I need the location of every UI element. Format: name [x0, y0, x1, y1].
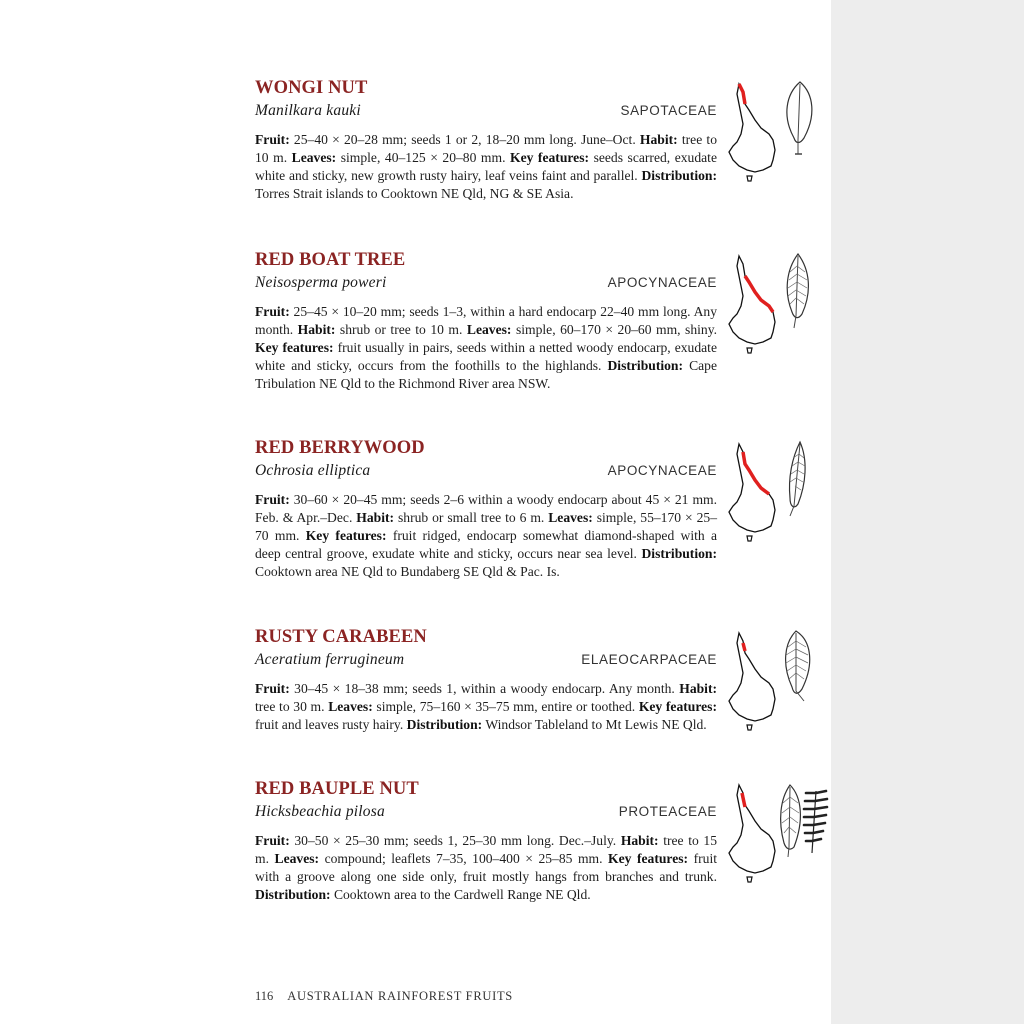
- field-text: Torres Strait islands to Cooktown NE Qld, NG & SE Asia.: [255, 186, 574, 201]
- field-label: Distribution:: [406, 717, 483, 732]
- field-text: fruit usually in pairs, seeds within a netted woody endocarp, exudate white and sticky, occurs from the foothills to the highlands.: [255, 340, 717, 373]
- field-text: simple, 55–170 × 25–70 mm.: [255, 510, 717, 543]
- species-entry: [255, 77, 717, 203]
- species-description: [255, 303, 717, 393]
- field-label: Distribution:: [607, 358, 684, 373]
- field-text: Cooktown area to the Cardwell Range NE Qld.: [333, 887, 591, 902]
- common-name: RED BOAT TREE: [255, 250, 406, 270]
- field-text: tree to 30 m.: [255, 699, 325, 714]
- leaf-icon: [778, 80, 820, 160]
- field-label: Fruit:: [255, 681, 290, 696]
- field-label: Leaves:: [291, 150, 337, 165]
- field-text: Cooktown area NE Qld to Bundaberg SE Qld & Pac. Is.: [255, 564, 560, 579]
- family-name: APOCYNACEAE: [607, 463, 717, 478]
- taxonomy-row: [255, 100, 717, 122]
- field-text: 30–60 × 20–45 mm; seeds 2–6 within a woody endocarp about 45 × 21 mm. Feb. & Apr.–Dec.: [255, 492, 717, 525]
- page-number: 116: [255, 989, 274, 1003]
- scientific-name: Neisosperma poweri: [255, 274, 387, 291]
- field-label: Habit:: [679, 681, 718, 696]
- field-label: Leaves:: [328, 699, 373, 714]
- field-label: Leaves:: [466, 322, 512, 337]
- field-label: Key features:: [255, 340, 334, 355]
- field-text: Cape Tribulation NE Qld to the Richmond River area NSW.: [255, 358, 717, 391]
- field-text: simple, 75–160 × 35–75 mm, entire or toothed.: [376, 699, 636, 714]
- field-text: fruit with a groove along one side only, fruit mostly hangs from branches and trunk.: [255, 851, 717, 884]
- common-name: RUSTY CARABEEN: [255, 627, 427, 647]
- leaf-figure: [778, 629, 820, 709]
- compound-leaf-icon: [776, 781, 830, 861]
- field-text: seeds scarred, exudate white and sticky, new growth rusty hairy, leaf veins faint and parallel.: [255, 150, 717, 183]
- field-label: Distribution:: [255, 887, 331, 902]
- family-name: ELAEOCARPACEAE: [581, 652, 717, 667]
- field-label: Distribution:: [641, 546, 717, 561]
- species-entry: [255, 437, 717, 581]
- field-label: Leaves:: [548, 510, 593, 525]
- scientific-name: Ochrosia elliptica: [255, 462, 371, 479]
- field-text: simple, 40–125 × 20–80 mm.: [340, 150, 506, 165]
- common-name: RED BAUPLE NUT: [255, 779, 419, 799]
- leaf-figure: [778, 80, 820, 160]
- field-label: Key features:: [638, 699, 717, 714]
- field-text: tree to 15 m.: [255, 833, 718, 866]
- field-text: tree to 10 m.: [255, 132, 717, 165]
- species-description: [255, 491, 717, 581]
- field-text: fruit ridged, endocarp somewhat diamond-shaped with a deep central groove, exudate white and sticky, occurs near sea level.: [255, 528, 718, 561]
- field-label: Fruit:: [255, 132, 290, 147]
- common-name: RED BERRYWOOD: [255, 438, 425, 458]
- family-name: SAPOTACEAE: [620, 103, 717, 118]
- field-label: Leaves:: [274, 851, 320, 866]
- field-text: 30–45 × 18–38 mm; seeds 1, within a woody endocarp. Any month.: [294, 681, 675, 696]
- field-label: Distribution:: [641, 168, 717, 183]
- taxonomy-row: [255, 649, 717, 671]
- field-label: Fruit:: [255, 833, 290, 848]
- field-label: Habit:: [297, 322, 336, 337]
- field-label: Key features:: [608, 851, 689, 866]
- leaf-icon: [778, 440, 820, 520]
- field-label: Fruit:: [255, 492, 290, 507]
- field-text: compound; leaflets 7–35, 100–400 × 25–85 mm.: [324, 851, 603, 866]
- leaf-icon: [778, 252, 820, 332]
- leaf-figure: [776, 781, 830, 861]
- common-name: WONGI NUT: [255, 78, 368, 98]
- field-text: simple, 60–170 × 20–60 mm, shiny.: [515, 322, 717, 337]
- taxonomy-row: [255, 272, 717, 294]
- species-entry: [255, 778, 717, 904]
- field-label: Habit:: [639, 132, 678, 147]
- family-name: PROTEACEAE: [618, 804, 717, 819]
- field-text: fruit and leaves rusty hairy.: [255, 717, 404, 732]
- field-label: Fruit:: [255, 304, 290, 319]
- field-label: Key features:: [305, 528, 387, 543]
- field-text: 25–40 × 20–28 mm; seeds 1 or 2, 18–20 mm long. June–Oct.: [293, 132, 636, 147]
- field-text: shrub or small tree to 6 m.: [398, 510, 545, 525]
- species-entry: [255, 626, 717, 734]
- family-name: APOCYNACEAE: [607, 275, 717, 290]
- leaf-figure: [778, 440, 820, 520]
- page-footer: [255, 989, 513, 1004]
- scientific-name: Hicksbeachia pilosa: [255, 803, 385, 820]
- leaf-icon: [778, 629, 820, 709]
- taxonomy-row: [255, 460, 717, 482]
- running-title: AUSTRALIAN RAINFOREST FRUITS: [287, 989, 513, 1003]
- taxonomy-row: [255, 801, 717, 823]
- leaf-figure: [778, 252, 820, 332]
- scientific-name: Aceratium ferrugineum: [255, 651, 405, 668]
- species-description: [255, 832, 717, 904]
- field-text: shrub or tree to 10 m.: [339, 322, 463, 337]
- field-label: Key features:: [510, 150, 590, 165]
- scientific-name: Manilkara kauki: [255, 102, 361, 119]
- field-label: Habit:: [356, 510, 395, 525]
- species-description: [255, 131, 717, 203]
- field-text: Windsor Tableland to Mt Lewis NE Qld.: [485, 717, 707, 732]
- species-entry: [255, 249, 717, 393]
- field-label: Habit:: [620, 833, 659, 848]
- field-text: 25–45 × 10–20 mm; seeds 1–3, within a hard endocarp 22–40 mm long. Any month.: [255, 304, 717, 337]
- species-description: [255, 680, 717, 734]
- field-text: 30–50 × 25–30 mm; seeds 1, 25–30 mm long. Dec.–July.: [294, 833, 617, 848]
